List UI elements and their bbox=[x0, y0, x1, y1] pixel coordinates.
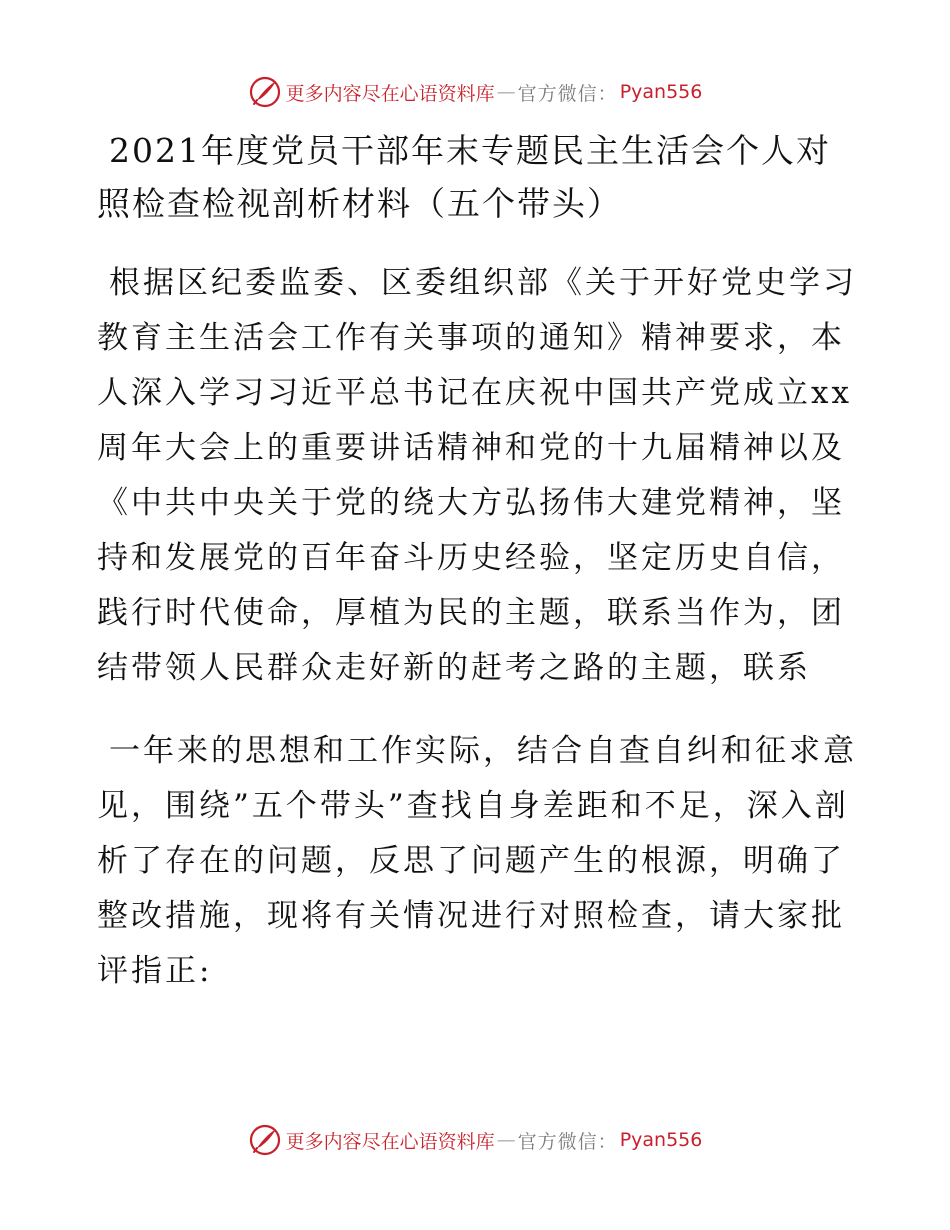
quill-logo-icon bbox=[248, 1123, 282, 1157]
document-body bbox=[97, 124, 857, 1027]
watermark-dash: — bbox=[496, 81, 516, 103]
watermark-brand: 更多内容尽在心语资料库 bbox=[285, 1130, 495, 1153]
watermark-brand: 更多内容尽在心语资料库 bbox=[285, 82, 495, 105]
watermark-label: 官方微信： bbox=[517, 1130, 618, 1153]
footer-watermark bbox=[0, 1120, 950, 1160]
watermark-dash: — bbox=[496, 1129, 516, 1151]
document-title: 2021年度党员干部年末专题民主生活会个人对照检查检视剖析材料（五个带头） bbox=[97, 131, 831, 223]
watermark-id: Pyan556 bbox=[619, 1129, 703, 1151]
watermark-label: 官方微信： bbox=[517, 82, 618, 105]
quill-logo-icon bbox=[248, 75, 282, 109]
watermark-id: Pyan556 bbox=[619, 81, 703, 103]
header-watermark bbox=[0, 72, 950, 112]
paragraph-1: 根据区纪委监委、区委组织部《关于开好党史学习教育主生活会工作有关事项的通知》精神要求，本人深入学习习近平总书记在庆祝中国共产党成立xx周年大会上的重要讲话精神和党的十九届精神以及《中共中央关于党的绕大方弘扬伟大建党精神，坚持和发展党的百年奋斗历史经验，坚定历史自信，践行时代使命，厚植为民的主题，联系当作为，团结带领人民群众走好新的赶考之路的主题，联系 bbox=[97, 265, 857, 686]
paragraph-2: 一年来的思想和工作实际，结合自查自纠和征求意见，围绕”五个带头”查找自身差距和不足，深入剖析了存在的问题，反思了问题产生的根源，明确了整改措施，现将有关情况进行对照检查，请大家批评指正: bbox=[97, 733, 857, 989]
